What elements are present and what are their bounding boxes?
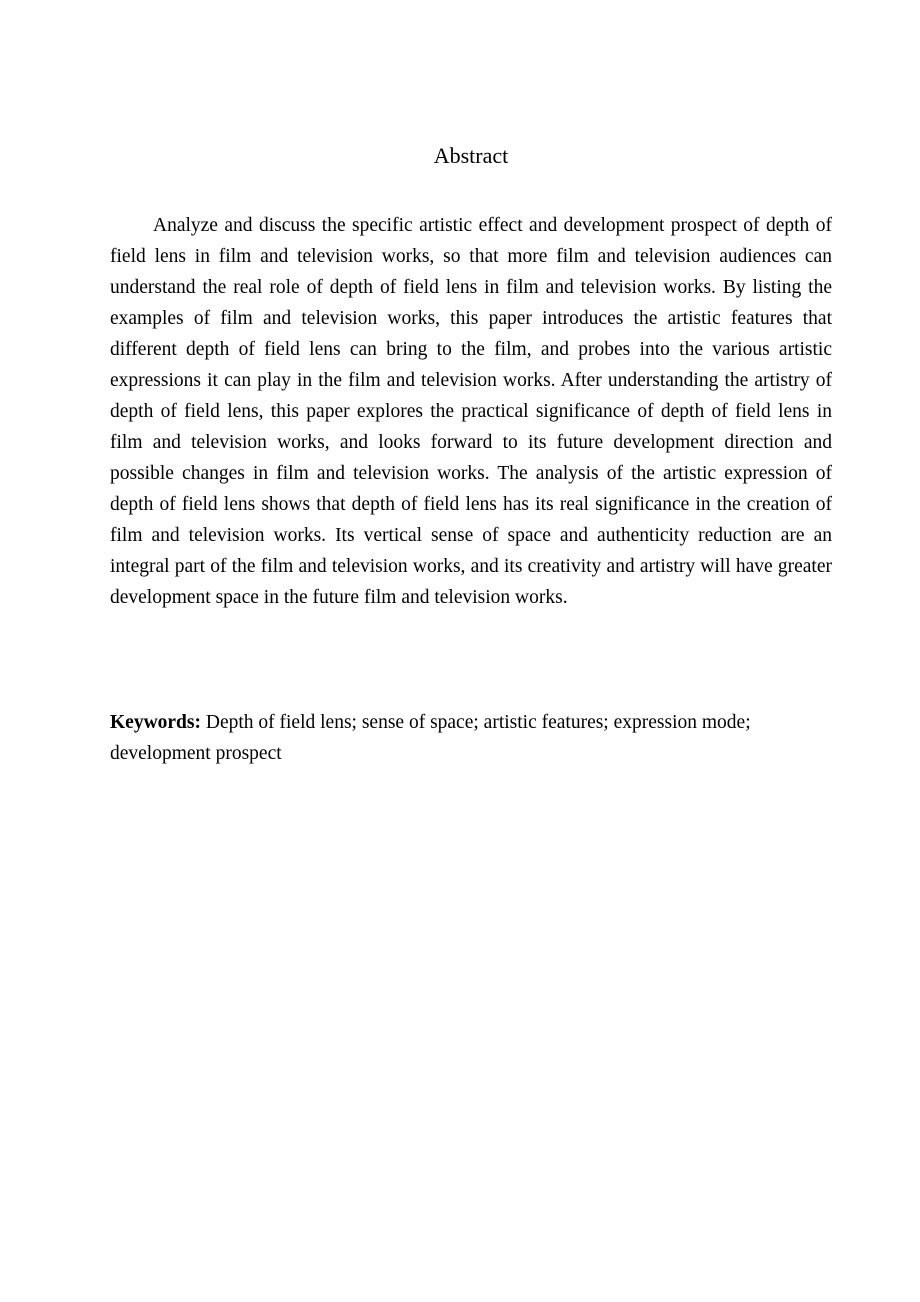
page-title: Abstract (433, 143, 509, 168)
keywords-label: Keywords: (110, 712, 201, 733)
keywords-line (110, 707, 832, 769)
abstract-paragraph: Analyze and discuss the specific artistic effect and development prospect of depth of field lens in film and television works, so that more film and television audiences can understand the real role of depth of field lens in film and television works. By listing the examples of film and television works, this paper introduces the artistic features that different depth of field lens can bring to the film, and probes into the various artistic expressions it can play in the film and television works. After understanding the artistry of depth of field lens, this paper explores the practical significance of depth of field lens in film and television works, and looks forward to its future development direction and possible changes in film and television works. The analysis of the artistic expression of depth of field lens shows that depth of field lens has its real significance in the creation of film and television works. Its vertical sense of space and authenticity reduction are an integral part of the film and television works, and its creativity and artistry will have greater development space in the future film and television works. (110, 215, 832, 608)
keywords-text: Depth of field lens; sense of space; artistic features; expression mode; development prospect (110, 712, 751, 764)
